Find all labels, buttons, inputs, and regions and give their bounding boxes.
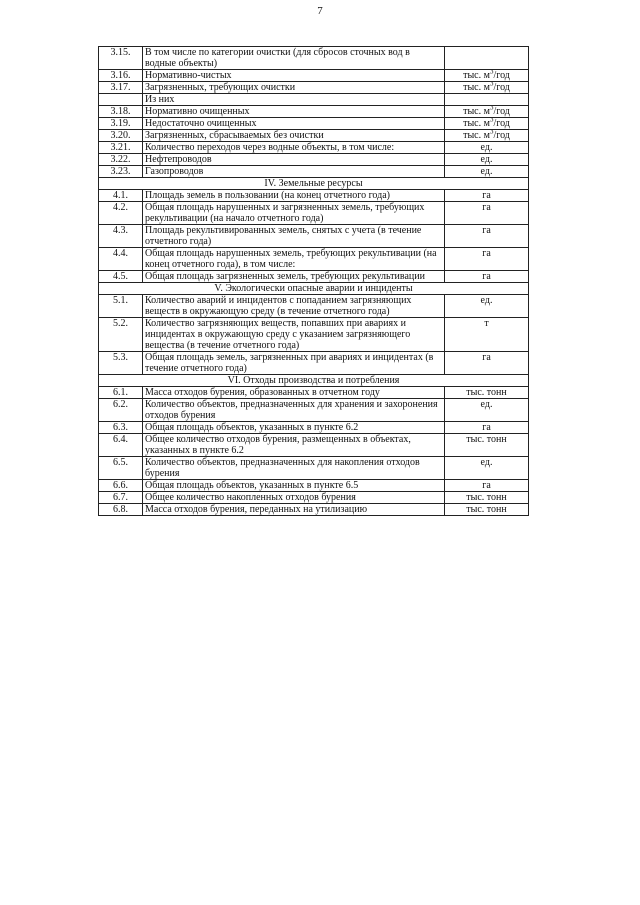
unit-suffix: /год	[493, 106, 510, 117]
unit-text: тыс. тонн	[466, 492, 507, 503]
row-number: 3.16.	[99, 70, 143, 82]
table-row	[99, 166, 529, 178]
table-row	[99, 94, 529, 106]
indicator-name: Общая площадь земель, загрязненных при авариях и инцидентах (в течение отчетного года)	[143, 352, 445, 375]
unit-of-measure	[445, 504, 529, 516]
unit-suffix: /год	[493, 70, 510, 81]
unit-of-measure	[445, 142, 529, 154]
unit-superscript: 3	[489, 129, 494, 136]
unit-text: ед.	[480, 154, 493, 165]
unit-text: ед.	[480, 399, 493, 410]
unit-suffix: /год	[493, 130, 510, 141]
row-number: 6.6.	[99, 480, 143, 492]
table-row	[99, 295, 529, 318]
row-number: 5.1.	[99, 295, 143, 318]
indicator-name: Из них	[143, 94, 445, 106]
unit-suffix: /год	[493, 82, 510, 93]
unit-text: тыс. тонн	[466, 387, 507, 398]
unit-of-measure	[445, 318, 529, 352]
indicator-name: В том числе по категории очистки (для сбросов сточных вод в водные объекты)	[143, 47, 445, 70]
table-row	[99, 118, 529, 130]
table-row	[99, 142, 529, 154]
indicator-name: Масса отходов бурения, переданных на утилизацию	[143, 504, 445, 516]
indicators-table	[98, 46, 529, 516]
indicator-name: Общая площадь загрязненных земель, требующих рекультивации	[143, 271, 445, 283]
section-title: VI. Отходы производства и потребления	[99, 375, 529, 387]
unit-text: га	[482, 422, 491, 433]
table-row	[99, 480, 529, 492]
unit-text: ед.	[480, 166, 493, 177]
unit-of-measure	[445, 130, 529, 142]
unit-text: тыс. м	[463, 82, 490, 93]
unit-text: тыс. м	[463, 130, 490, 141]
row-number: 3.20.	[99, 130, 143, 142]
table-row	[99, 492, 529, 504]
unit-of-measure	[445, 94, 529, 106]
unit-text: га	[482, 248, 491, 259]
row-number: 4.5.	[99, 271, 143, 283]
unit-text: ед.	[480, 295, 493, 306]
section-title: IV. Земельные ресурсы	[99, 178, 529, 190]
unit-of-measure	[445, 225, 529, 248]
table-row	[99, 422, 529, 434]
table-row	[99, 387, 529, 399]
row-number: 6.1.	[99, 387, 143, 399]
row-number: 4.4.	[99, 248, 143, 271]
table-row	[99, 106, 529, 118]
indicator-name: Количество переходов через водные объекты, в том числе:	[143, 142, 445, 154]
indicator-name: Общее количество накопленных отходов бурения	[143, 492, 445, 504]
unit-of-measure	[445, 106, 529, 118]
indicator-name: Недостаточно очищенных	[143, 118, 445, 130]
table-row	[99, 202, 529, 225]
row-number: 5.3.	[99, 352, 143, 375]
row-number: 3.15.	[99, 47, 143, 70]
unit-text: тыс. м	[463, 70, 490, 81]
indicator-name: Нефтепроводов	[143, 154, 445, 166]
unit-text: ед.	[480, 457, 493, 468]
indicator-name: Газопроводов	[143, 166, 445, 178]
unit-of-measure	[445, 434, 529, 457]
unit-of-measure	[445, 492, 529, 504]
unit-of-measure	[445, 190, 529, 202]
unit-of-measure	[445, 154, 529, 166]
table-row	[99, 225, 529, 248]
unit-of-measure	[445, 271, 529, 283]
unit-of-measure	[445, 422, 529, 434]
row-number: 3.18.	[99, 106, 143, 118]
table-row	[99, 47, 529, 70]
indicator-name: Загрязненных, требующих очистки	[143, 82, 445, 94]
table-row	[99, 154, 529, 166]
indicator-name: Количество объектов, предназначенных для накопления отходов бурения	[143, 457, 445, 480]
table-row	[99, 434, 529, 457]
indicator-name: Нормативно очищенных	[143, 106, 445, 118]
row-number: 3.23.	[99, 166, 143, 178]
row-number: 6.4.	[99, 434, 143, 457]
row-number: 6.3.	[99, 422, 143, 434]
unit-superscript: 3	[489, 69, 494, 76]
unit-text: тыс. тонн	[466, 504, 507, 515]
table-row	[99, 318, 529, 352]
row-number: 6.8.	[99, 504, 143, 516]
indicator-name: Общая площадь нарушенных и загрязненных земель, требующих рекультивации (на начало отчетного года)	[143, 202, 445, 225]
row-number: 6.2.	[99, 399, 143, 422]
indicator-name: Общая площадь объектов, указанных в пункте 6.2	[143, 422, 445, 434]
indicator-name: Загрязненных, сбрасываемых без очистки	[143, 130, 445, 142]
table-row	[99, 248, 529, 271]
indicator-name: Площадь рекультивированных земель, снятых с учета (в течение отчетного года)	[143, 225, 445, 248]
indicator-name: Количество аварий и инцидентов с попаданием загрязняющих веществ в окружающую среду (в течение отчетного года)	[143, 295, 445, 318]
row-number: 3.21.	[99, 142, 143, 154]
unit-text: га	[482, 480, 491, 491]
unit-text: ед.	[480, 142, 493, 153]
row-number: 3.17.	[99, 82, 143, 94]
row-number: 3.22.	[99, 154, 143, 166]
table-row	[99, 457, 529, 480]
unit-of-measure	[445, 480, 529, 492]
unit-text: т	[484, 318, 489, 329]
unit-text: тыс. м	[463, 118, 490, 129]
unit-of-measure	[445, 295, 529, 318]
unit-of-measure	[445, 118, 529, 130]
table-row	[99, 190, 529, 202]
table-row	[99, 82, 529, 94]
unit-of-measure	[445, 352, 529, 375]
indicators-table-body	[99, 47, 529, 516]
unit-superscript: 3	[489, 105, 494, 112]
unit-of-measure	[445, 166, 529, 178]
indicator-name: Нормативно-чистых	[143, 70, 445, 82]
unit-text: га	[482, 202, 491, 213]
row-number: 5.2.	[99, 318, 143, 352]
unit-of-measure	[445, 387, 529, 399]
row-number: 6.5.	[99, 457, 143, 480]
unit-of-measure	[445, 457, 529, 480]
unit-of-measure	[445, 399, 529, 422]
unit-suffix: /год	[493, 118, 510, 129]
section-header-row	[99, 375, 529, 387]
unit-text: тыс. м	[463, 106, 490, 117]
indicator-name: Общее количество отходов бурения, размещенных в объектах, указанных в пункте 6.2	[143, 434, 445, 457]
table-row	[99, 352, 529, 375]
unit-text: га	[482, 271, 491, 282]
unit-of-measure	[445, 47, 529, 70]
indicator-name: Количество загрязняющих веществ, попавших при авариях и инцидентах в окружающую среду с указанием загрязняющего вещества (в течение отчетного года)	[143, 318, 445, 352]
unit-text: га	[482, 225, 491, 236]
unit-of-measure	[445, 202, 529, 225]
section-header-row	[99, 283, 529, 295]
unit-of-measure	[445, 248, 529, 271]
row-number: 3.19.	[99, 118, 143, 130]
row-number	[99, 94, 143, 106]
table-row	[99, 399, 529, 422]
table-row	[99, 130, 529, 142]
unit-text: га	[482, 190, 491, 201]
unit-of-measure	[445, 82, 529, 94]
row-number: 4.1.	[99, 190, 143, 202]
indicator-name: Масса отходов бурения, образованных в отчетном году	[143, 387, 445, 399]
unit-superscript: 3	[489, 117, 494, 124]
indicator-name: Количество объектов, предназначенных для хранения и захоронения отходов бурения	[143, 399, 445, 422]
unit-text: га	[482, 352, 491, 363]
section-header-row	[99, 178, 529, 190]
table-row	[99, 271, 529, 283]
indicator-name: Общая площадь нарушенных земель, требующих рекультивации (на конец отчетного года), в том числе:	[143, 248, 445, 271]
indicator-name: Площадь земель в пользовании (на конец отчетного года)	[143, 190, 445, 202]
table-row	[99, 70, 529, 82]
row-number: 6.7.	[99, 492, 143, 504]
page-number: 7	[317, 5, 323, 17]
table-row	[99, 504, 529, 516]
indicator-name: Общая площадь объектов, указанных в пункте 6.5	[143, 480, 445, 492]
row-number: 4.2.	[99, 202, 143, 225]
unit-of-measure	[445, 70, 529, 82]
row-number: 4.3.	[99, 225, 143, 248]
unit-text: тыс. тонн	[466, 434, 507, 445]
section-title: V. Экологически опасные аварии и инциденты	[99, 283, 529, 295]
unit-superscript: 3	[489, 81, 494, 88]
